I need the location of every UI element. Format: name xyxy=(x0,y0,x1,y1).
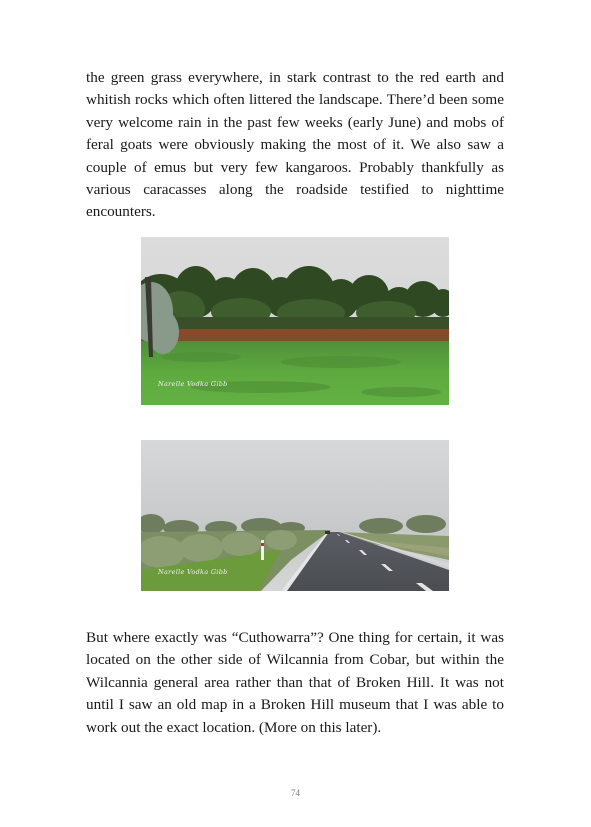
page-number: 74 xyxy=(291,788,300,798)
body-paragraph-2: But where exactly was “Cuthowarra”? One thing for certain, it was located on the other side of Wilcannia from Cobar, but within the Wilcannia general area rather than that of Broken Hill. It was not until I saw an old map in a Broken Hill museum that I was able to work out the exact location. (More on this later). xyxy=(86,629,504,736)
landscape-photo-green-paddock xyxy=(141,237,449,405)
photo-watermark: Narelle Vodka Gibb xyxy=(158,380,228,388)
landscape-photo-highway xyxy=(141,440,449,591)
body-paragraph-1: the green grass everywhere, in stark contrast to the red earth and whitish rocks which often littered the landscape. There’d been some very welcome rain in the past few weeks (early June) and mobs of feral goats were obviously making the most of it. We also saw a couple of emus but very few kangaroos. Probably thankfully as various caracasses along the roadside testified to nighttime encounters. xyxy=(86,69,504,221)
photo-watermark: Narelle Vodka Gibb xyxy=(158,568,228,576)
